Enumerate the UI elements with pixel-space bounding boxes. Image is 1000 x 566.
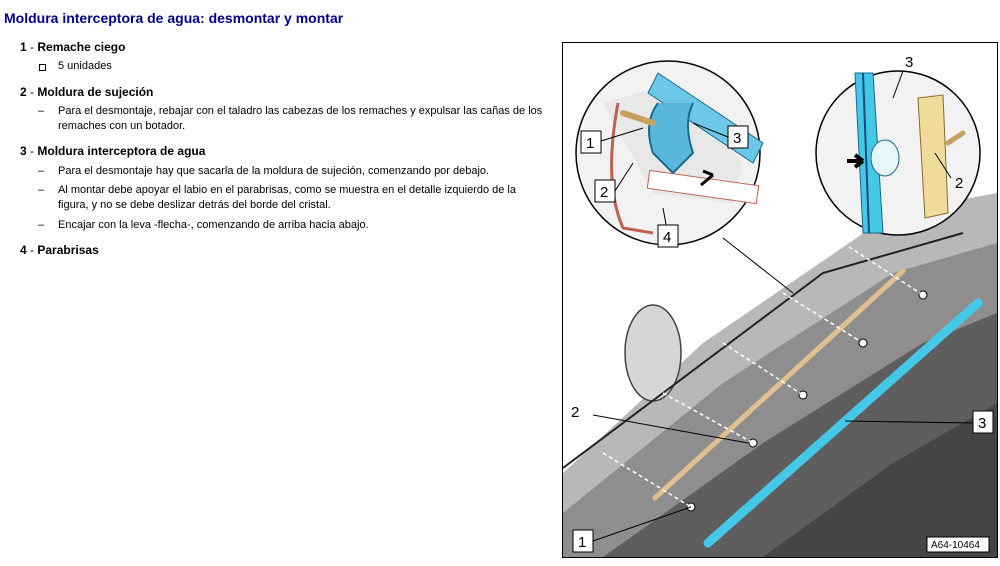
figure-code: A64-10464 [931,540,980,551]
legend-item-1: 1 - Remache ciego [20,40,126,54]
callout-2-main: 2 [571,404,580,421]
dash-bullet-icon: – [38,184,45,196]
item-name: Moldura de sujeción [37,85,154,99]
item-name: Remache ciego [37,40,126,54]
page-title: Moldura interceptora de agua: desmontar y montar [4,10,344,26]
technical-illustration [562,42,998,558]
legend-item-2: 2 - Moldura de sujeción [20,85,154,99]
callout-4: 4 [663,229,672,246]
dash-bullet-icon: – [38,219,45,231]
item-3-detail-2: – Al montar debe apoyar el labio en el parabrisas, como se muestra en el detalle izquierdo de la figura, y no se debe deslizar detrás del borde del cristal. [38,184,516,211]
callout-1: 1 [586,135,595,152]
item-1-detail-1: 5 unidades [38,59,543,74]
item-3-detail-3: – Encajar con la leva -flecha-, comenzando de arriba hacia abajo. [38,219,369,231]
item-2-detail-1: – Para el desmontaje, rebajar con el taladro las cabezas de los remaches y expulsar las cañas de los remaches con un botador. [38,105,543,132]
callout-3: 3 [733,130,742,147]
callout-2: 2 [600,184,609,201]
callout-1-main: 1 [578,534,587,551]
item-name: Moldura interceptora de agua [37,144,206,158]
callout-3-main: 3 [978,415,987,432]
item-number: 2 [20,85,27,99]
dash-bullet-icon: – [38,105,45,117]
dash-bullet-icon: – [38,165,45,177]
item-number: 3 [20,144,27,158]
legend-item-3: 3 - Moldura interceptora de agua [20,144,206,158]
item-name: Parabrisas [37,243,99,257]
item-3-detail-1: – Para el desmontaje hay que sacarla de la moldura de sujeción, comenzando por debajo. [38,165,490,177]
legend-item-4: 4 - Parabrisas [20,243,99,257]
square-bullet-icon [39,64,46,71]
item-number: 4 [20,243,27,257]
item-number: 1 [20,40,27,54]
callout-3-detail: 3 [905,54,914,71]
callout-2-detail: 2 [955,175,964,192]
